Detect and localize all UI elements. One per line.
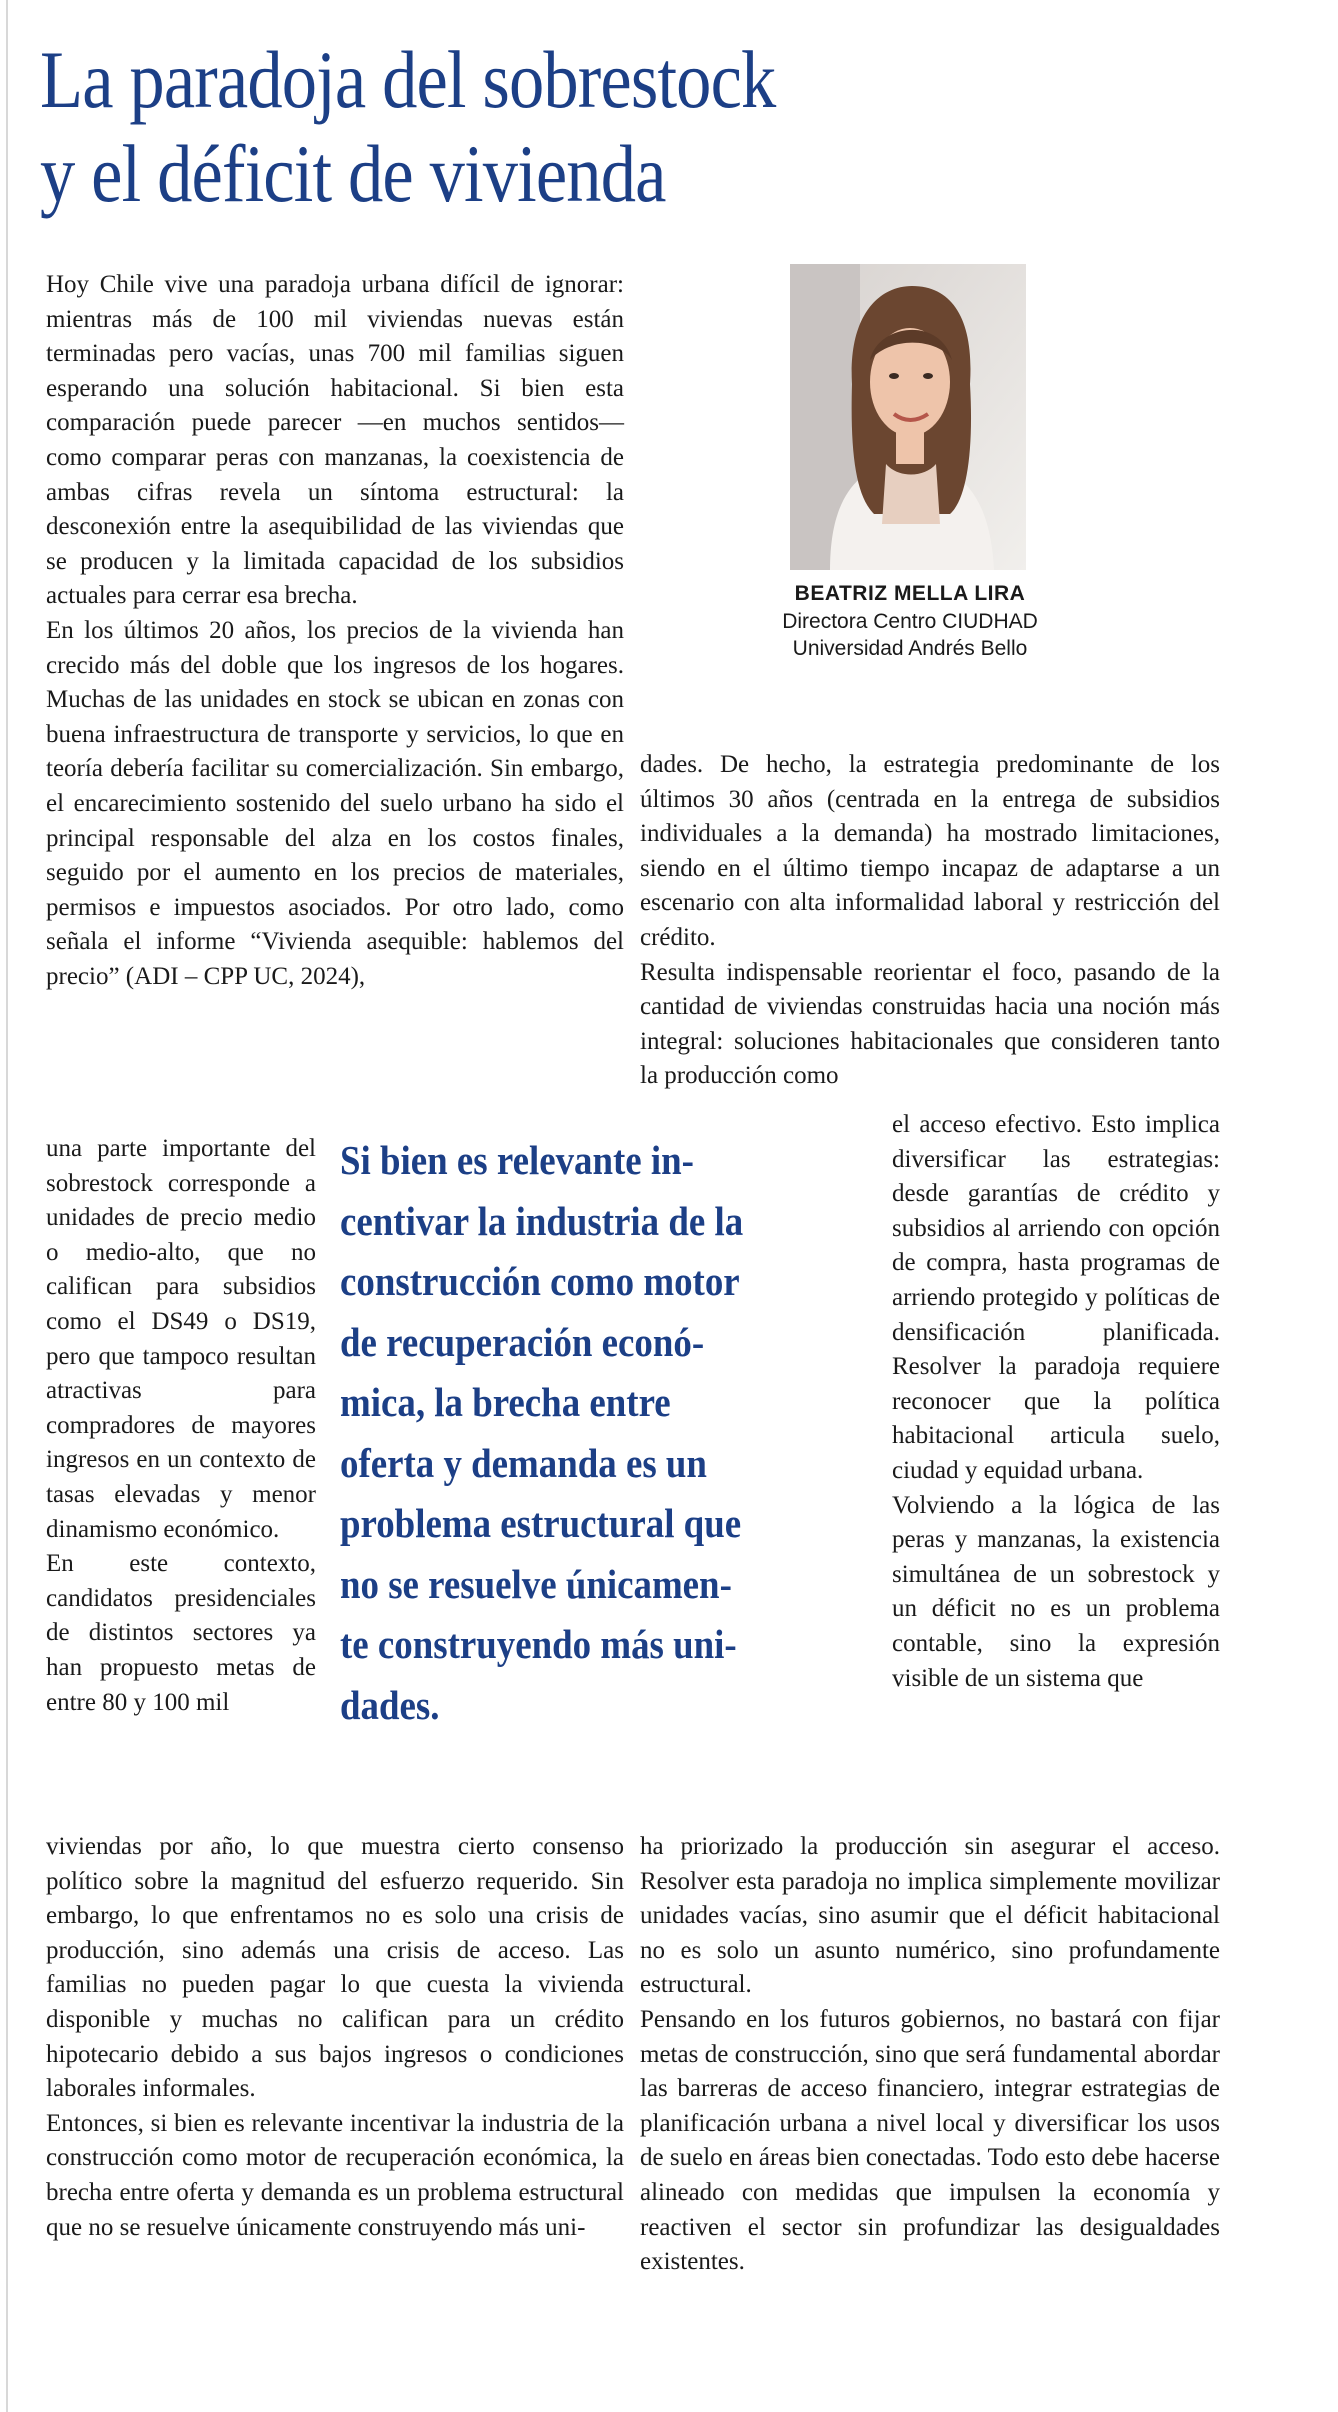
- column-rule: [6, 0, 8, 2412]
- body-column-left-bottom: [46, 1830, 624, 2245]
- pull-quote: [340, 1130, 885, 1735]
- headline-line-1: La paradoja del sobrestock: [40, 34, 776, 125]
- paragraph: una parte importante del sobrestock corresponde a unidades de precio medio o medio-alto, que no califican para subsidios como el DS49 o DS19, pero que tampoco resultan atractivas para compradores de mayores ingresos en un contexto de tasas elevadas y menor dinamismo económico.: [46, 1135, 316, 1543]
- paragraph: Resulta indispensable reorientar el foco, pasando de la cantidad de viviendas construidas hacia una noción más integral: soluciones habitacionales que consideren tanto la producción como: [640, 958, 1220, 1090]
- headline-line-2: y el déficit de vivienda: [40, 128, 666, 219]
- paragraph: Volviendo a la lógica de las peras y manzanas, la existencia simultánea de un sobrestock y un déficit no es un problema contable, sino la expresión visible de un sistema que: [892, 1491, 1220, 1692]
- paragraph: viviendas por año, lo que muestra cierto consenso político sobre la magnitud del esfuerzo requerido. Sin embargo, lo que enfrentamos no es solo una crisis de producción, sino además una crisis de acceso. Las familias no pueden pagar lo que cuesta la vivienda disponible y muchas no califican para un crédito hipotecario debido a sus bajos ingresos o condiciones laborales informales.: [46, 1833, 624, 2103]
- pull-quote-line: oferta y demanda es un: [340, 1439, 707, 1486]
- paragraph: dades. De hecho, la estrategia predominante de los últimos 30 años (centrada en la entrega de subsidios individuales a la demanda) ha mostrado limitaciones, siendo en el último tiempo incapaz de adaptarse a un escenario con alta informalidad laboral y restricción del crédito.: [640, 751, 1220, 951]
- author-role: Directora Centro CIUDHAD: [782, 610, 1038, 633]
- pull-quote-line: no se resuelve únicamen-: [340, 1560, 732, 1607]
- author-institution: Universidad Andrés Bello: [792, 637, 1028, 660]
- paragraph: Hoy Chile vive una paradoja urbana difícil de ignorar: mientras más de 100 mil viviendas nuevas están terminadas pero vacías, unas 700 mil familias siguen esperando una solución habitacional. Si bien esta comparación puede parecer —en muchos sentidos— como comparar peras con manzanas, la coexistencia de ambas cifras revela un síntoma estructural: la desconexión entre la asequibilidad de las viviendas que se producen y la limitada capacidad de los subsidios actuales para cerrar esa brecha.: [46, 271, 624, 610]
- pull-quote-line: construcción como motor: [340, 1258, 740, 1304]
- paragraph: Entonces, si bien es relevante incentivar la industria de la construcción como motor de recuperación económica, la brecha entre oferta y demanda es un problema estructural que no se resuelve únicamente construyendo más uni-: [46, 2109, 624, 2241]
- pull-quote-line: te construyendo más uni-: [340, 1621, 737, 1667]
- body-column-right-bottom: [640, 1830, 1220, 2280]
- body-column-right-narrow: [892, 1108, 1220, 1696]
- paragraph: En los últimos 20 años, los precios de la vivienda han crecido más del doble que los ingresos de los hogares. Muchas de las unidades en stock se ubican en zonas con buena infraestructura de transporte y servicios, lo que en teoría debería facilitar su comercialización. Sin embargo, el encarecimiento sostenido del suelo urbano ha sido el principal responsable del alza en los costos finales, seguido por el aumento en los precios de materiales, permisos e impuestos asociados. Por otro lado, como señala el informe “Vivienda asequible: hablemos del precio” (ADI – CPP UC, 2024),: [46, 616, 624, 990]
- author-caption: [700, 580, 1120, 662]
- pull-quote-line: problema estructural que: [340, 1500, 742, 1546]
- pull-quote-line: Si bien es relevante in-: [340, 1137, 694, 1183]
- paragraph: En este contexto, candidatos presidenciales de distintos sectores ya han propuesto metas de entre 80 y 100 mil: [46, 1550, 316, 1716]
- pull-quote-line: dades.: [340, 1681, 440, 1728]
- paragraph: ha priorizado la producción sin asegurar el acceso. Resolver esta paradoja no implica simplemente movilizar unidades vacías, sino asumir que el déficit habitacional no es solo un asunto numérico, sino profundamente estructural.: [640, 1833, 1220, 1999]
- author-photo: [790, 264, 1026, 570]
- body-column-left-narrow: [46, 1132, 316, 1720]
- pull-quote-line: mica, la brecha entre: [340, 1379, 671, 1425]
- author-name: BEATRIZ MELLA LIRA: [794, 582, 1026, 605]
- pull-quote-line: de recuperación econó-: [340, 1318, 705, 1365]
- body-column-left-top: [46, 268, 624, 994]
- portrait-photo-icon: [790, 264, 1026, 570]
- body-column-right-mid: [640, 748, 1220, 1094]
- paragraph: Pensando en los futuros gobiernos, no bastará con fijar metas de construcción, sino que será fundamental abordar las barreras de acceso financiero, integrar estrategias de planificación urbana a nivel local y diversificar los usos de suelo en áreas bien conectadas. Todo esto debe hacerse alineado con medidas que impulsen la economía y reactiven el sector sin profundizar las desigualdades existentes.: [640, 2005, 1220, 2276]
- paragraph: el acceso efectivo. Esto implica diversificar las estrategias: desde garantías de crédito y subsidios al arriendo con opción de compra, hasta programas de arriendo protegido y políticas de densificación planificada. Resolver la paradoja requiere reconocer que la política habitacional articula suelo, ciudad y equidad urbana.: [892, 1111, 1220, 1484]
- pull-quote-line: centivar la industria de la: [340, 1197, 744, 1244]
